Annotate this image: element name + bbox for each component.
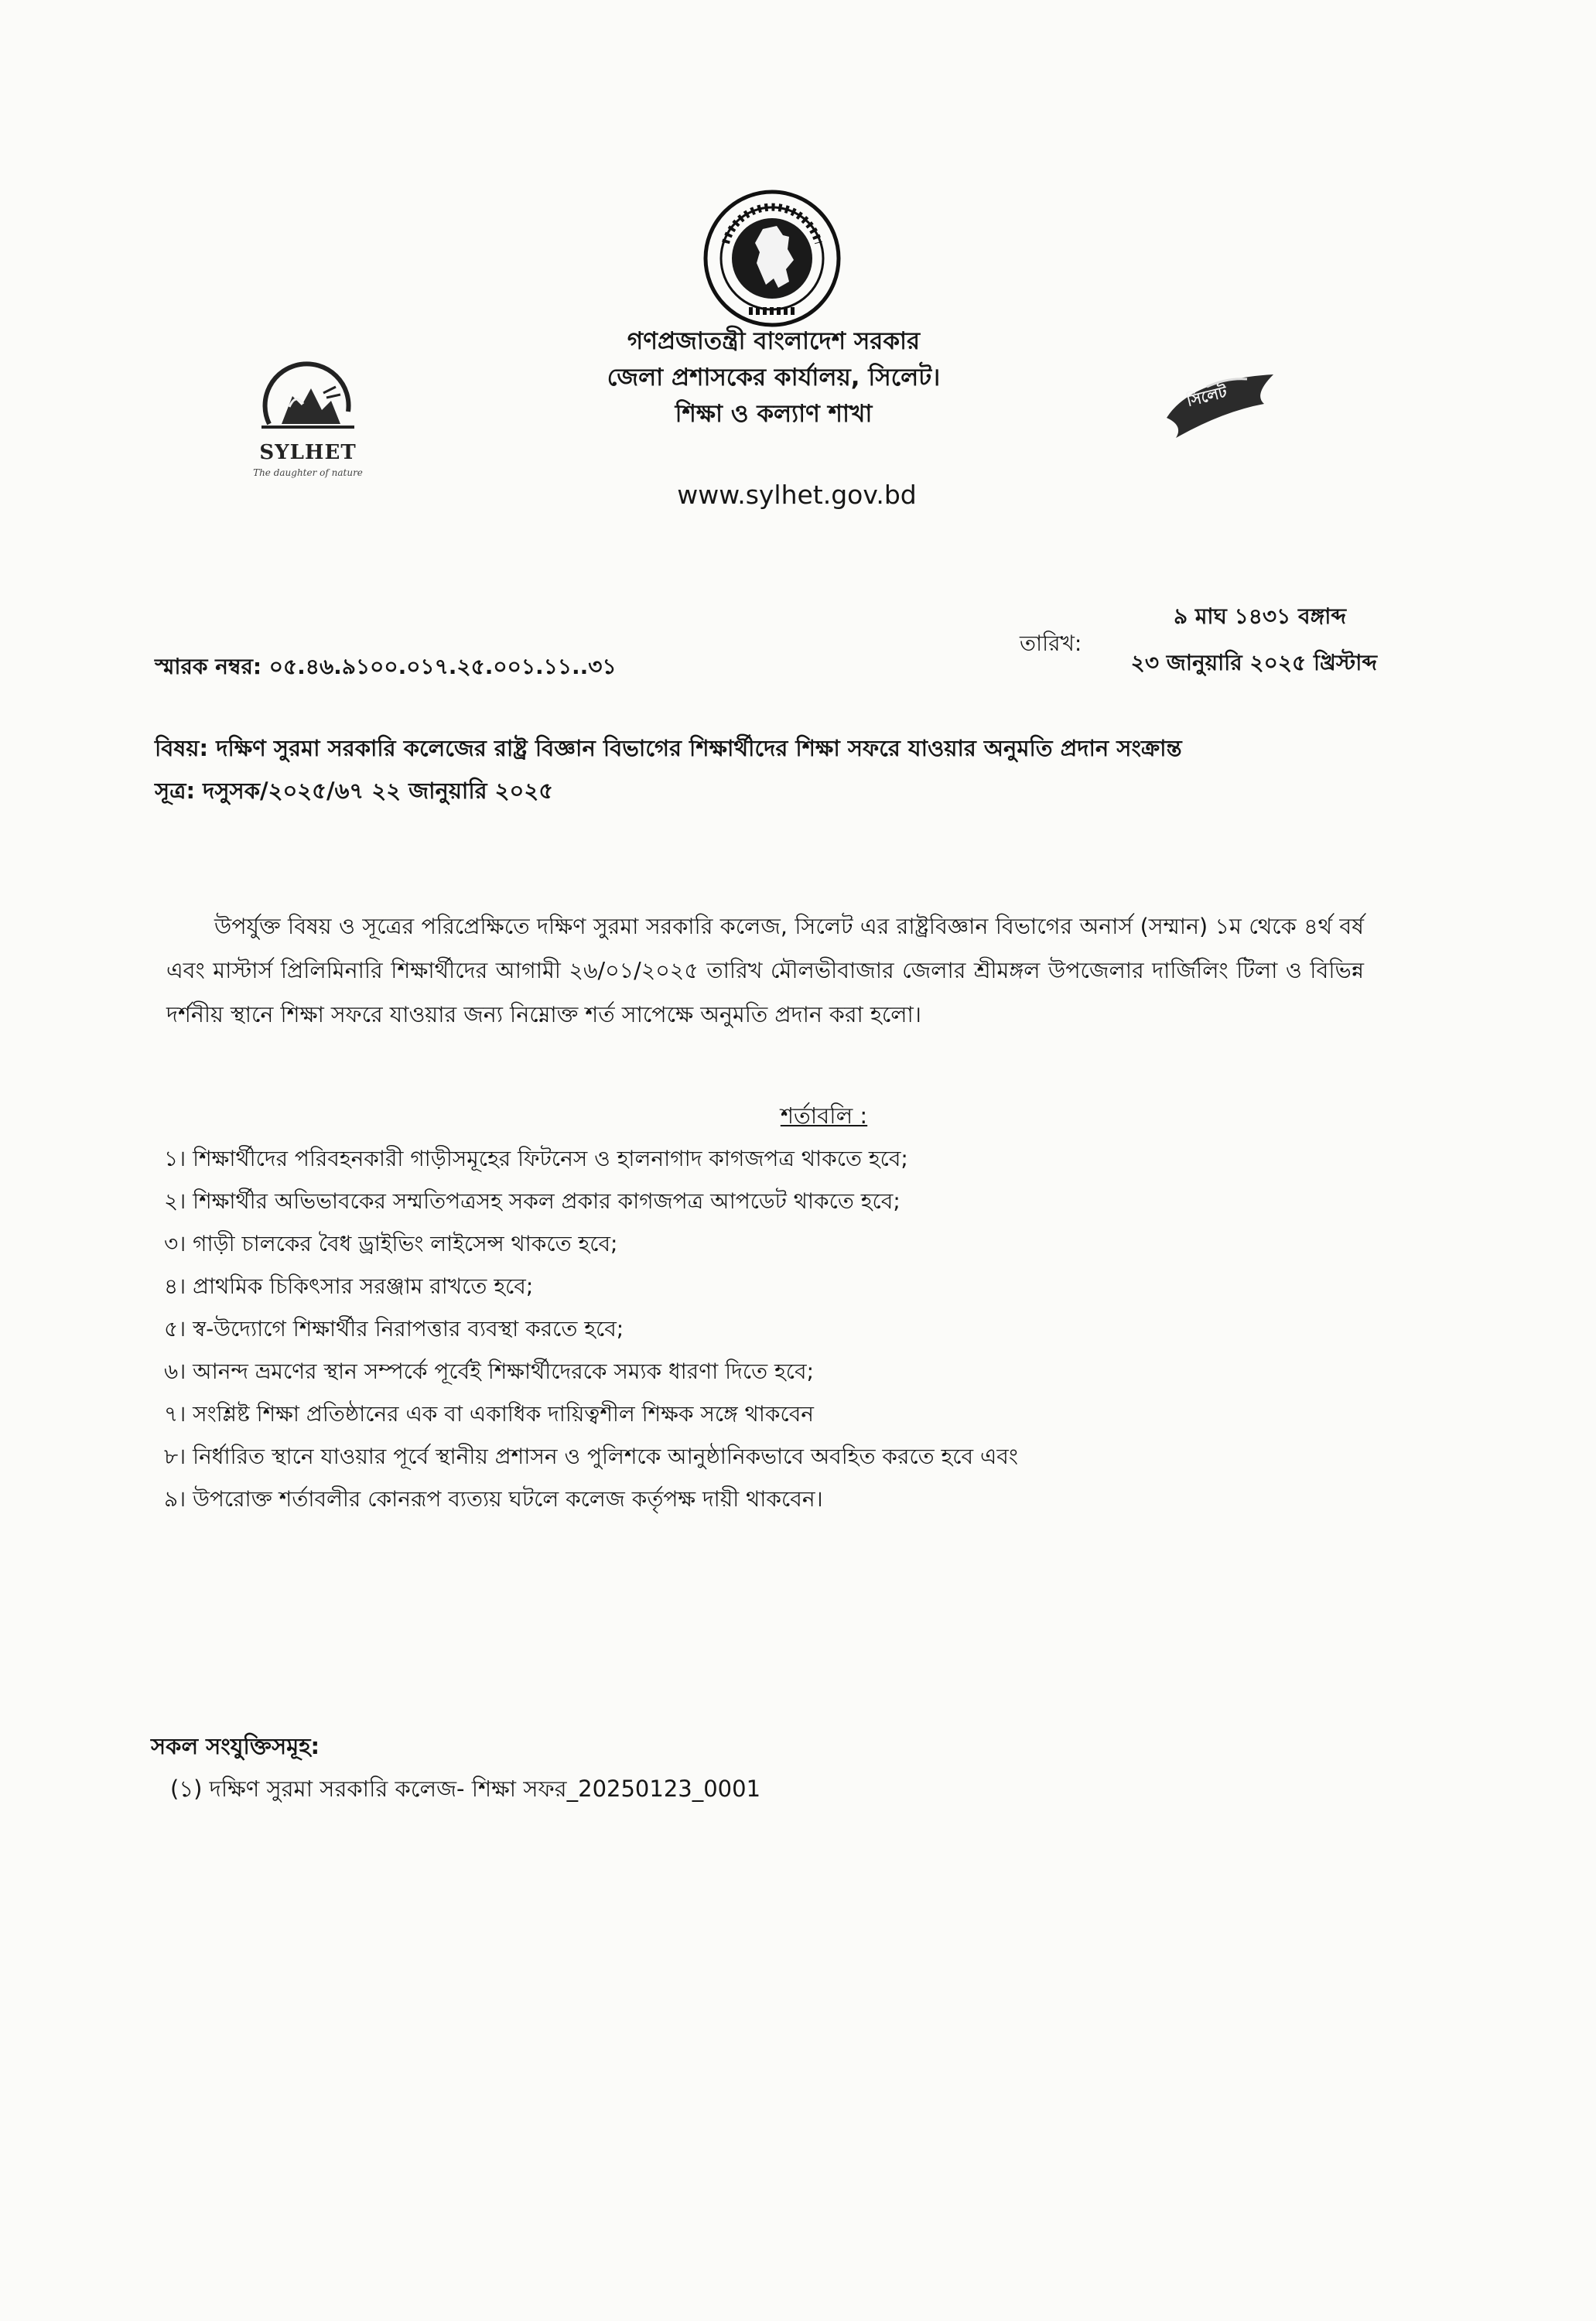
condition-item: ৪। প্রাথমিক চিকিৎসার সরঞ্জাম রাখতে হবে; bbox=[164, 1273, 534, 1299]
date-label: তারিখ: bbox=[1020, 631, 1082, 656]
condition-item: ৩। গাড়ী চালকের বৈধ ড্রাইভিং লাইসেন্স থাকতে হবে; bbox=[164, 1231, 618, 1256]
right-logo-text: সিলেট bbox=[1184, 382, 1229, 411]
sylhet-district-logo bbox=[246, 350, 370, 481]
conditions-heading: শর্তাবলি : bbox=[780, 1102, 868, 1129]
attachment-link[interactable]: (১) দক্ষিণ সুরমা সরকারি কলেজ- শিক্ষা সফর_20250123_0001 bbox=[170, 1776, 761, 1802]
bangladesh-emblem-icon bbox=[702, 189, 842, 328]
memo-value: ০৫.৪৬.৯১০০.০১৭.২৫.০০১.১১..৩১ bbox=[268, 654, 617, 679]
attachments-heading: সকল সংযুক্তিসমূহ: bbox=[151, 1733, 320, 1759]
conditions-list bbox=[164, 1137, 1402, 1520]
condition-item: ৫। স্ব-উদ্যোগে শিক্ষার্থীর নিরাপত্তার ব্যবস্থা করতে হবে; bbox=[164, 1316, 624, 1342]
date-bangla: ৯ মাঘ ১৪৩১ বঙ্গাব্দ bbox=[1173, 603, 1346, 629]
government-name: গণপ্রজাতন্ত্রী বাংলাদেশ সরকার bbox=[627, 327, 921, 355]
condition-item: ৮। নির্ধারিত স্থানে যাওয়ার পূর্বে স্থানীয় প্রশাসন ও পুলিশকে আনুষ্ঠানিকভাবে অবহিত করতে হবে এবং bbox=[164, 1444, 1018, 1469]
condition-item: ২। শিক্ষার্থীর অভিভাবকের সম্মতিপত্রসহ সকল প্রকার কাগজপত্র আপডেট থাকতে হবে; bbox=[164, 1188, 901, 1214]
condition-item: ৭। সংশ্লিষ্ট শিক্ষা প্রতিষ্ঠানের এক বা একাধিক দায়িত্বশীল শিক্ষক সঙ্গে থাকবেন bbox=[164, 1401, 815, 1427]
branch-name: শিক্ষা ও কল্যাণ শাখা bbox=[675, 400, 873, 428]
subject-line: বিষয়: দক্ষিণ সুরমা সরকারি কলেজের রাষ্ট্র বিজ্ঞান বিভাগের শিক্ষার্থীদের শিক্ষা সফরে যাওয়ার অনুমতি প্রদান সংক্রান্ত bbox=[155, 735, 1182, 761]
condition-item: ৬। আনন্দ ভ্রমণের স্থান সম্পর্কে পূর্বেই শিক্ষার্থীদেরকে সম্যক ধারণা দিতে হবে; bbox=[164, 1359, 815, 1384]
logo-brand-text: SYLHET bbox=[259, 441, 357, 464]
reference-line: সূত্র: দসুসক/২০২৫/৬৭ ২২ জানুয়ারি ২০২৫ bbox=[155, 778, 554, 804]
memo-label: স্মারক নম্বর: bbox=[155, 654, 262, 679]
body-paragraph: উপর্যুক্ত বিষয় ও সূত্রের পরিপ্রেক্ষিতে দক্ষিণ সুরমা সরকারি কলেজ, সিলেট এর রাষ্ট্রবিজ্ঞান বিভাগের অনার্স (সম্মান) ১ম থেকে ৪র্থ বর্ষ এবং মাস্টার্স প্রিলিমিনারি শিক্ষার্থীদের আগামী ২৬/০১/২০২৫ তারিখ মৌলভীবাজার জেলার শ্রীমঙ্গল উপজেলার দার্জিলিং টিলা ও বিভিন্ন দর্শনীয় স্থানে শিক্ষা সফরে যাওয়ার জন্য নিম্নোক্ত শর্ত সাপেক্ষে অনুমতি প্রদান করা হলো। bbox=[166, 913, 1364, 1027]
memo-number bbox=[155, 650, 617, 686]
office-name: জেলা প্রশাসকের কার্যালয়, সিলেট। bbox=[607, 364, 941, 391]
sylhet-brand-logo bbox=[1160, 364, 1276, 441]
date-gregorian: ২৩ জানুয়ারি ২০২৫ খ্রিস্টাব্দ bbox=[1130, 650, 1377, 675]
sylhet-landscape-icon bbox=[246, 350, 370, 439]
letterhead bbox=[542, 323, 1006, 432]
condition-item: ৯। উপরোক্ত শর্তাবলীর কোনরূপ ব্যত্যয় ঘটলে কলেজ কর্তৃপক্ষ দায়ী থাকবেন। bbox=[164, 1486, 823, 1512]
logo-tagline: The daughter of nature bbox=[253, 467, 363, 478]
condition-item: ১। শিক্ষার্থীদের পরিবহনকারী গাড়ীসমূহের ফিটনেস ও হালনাগাদ কাগজপত্র থাকতে হবে; bbox=[164, 1146, 908, 1171]
website-link[interactable]: www.sylhet.gov.bd bbox=[677, 480, 917, 510]
